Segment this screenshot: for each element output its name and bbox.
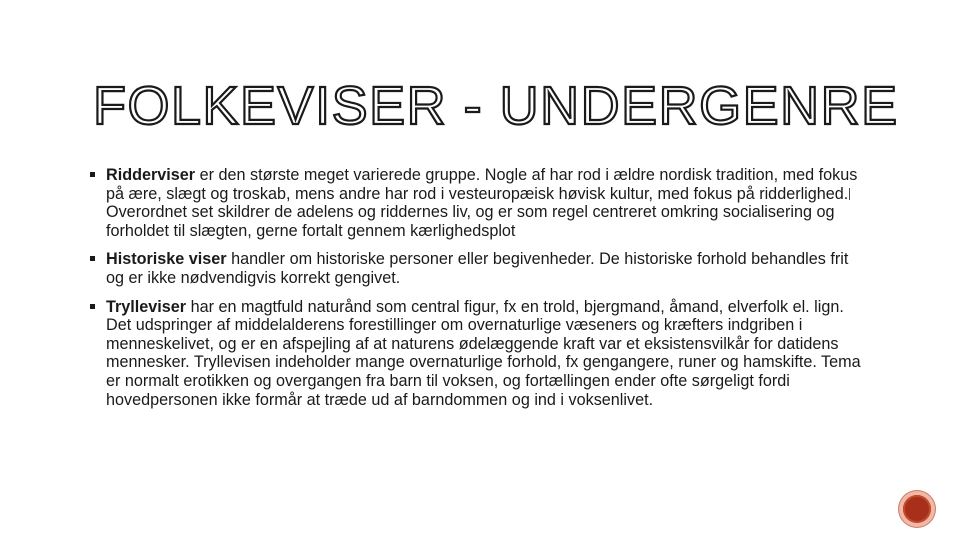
bullet-term: Historiske viser [106, 250, 227, 269]
slide-number-badge-icon [899, 491, 935, 527]
bullet-item-ridderviser [90, 166, 870, 240]
square-bullet-icon [90, 256, 95, 261]
bullet-text: handler om historiske personer eller begivenheder. De historiske forhold behandles frit og er ikke nødvendigvis korrekt gengivet. [106, 250, 849, 287]
bullet-text: er den største meget varierede gruppe. Nogle af har rod i ældre nordisk tradition, med fokus på ære, slægt og troskab, mens andre har rod i vesteuropæisk høvisk kultur, med fokus på ridderlighed. [106, 166, 858, 203]
bullet-term: Trylleviser [106, 297, 187, 316]
slide-title-text: FOLKEVISER - UNDERGENRE [93, 76, 899, 136]
bullet-list [90, 166, 870, 409]
square-bullet-icon [90, 304, 95, 309]
square-bullet-icon [90, 172, 95, 177]
badge-inner-circle [903, 495, 931, 523]
slide-title [93, 78, 899, 134]
bullet-item-historiske-viser [90, 250, 870, 287]
bullet-text-continued: Overordnet set skildrer de adelens og riddernes liv, og er som regel centreret omkring socialisering og forholdet til slægten, gerne fortalt gennem kærlighedsplot [106, 203, 835, 240]
footnote-marker-icon [849, 188, 850, 200]
bullet-item-trylleviser [90, 298, 870, 410]
bullet-term: Ridderviser [106, 166, 196, 184]
bullet-text: har en magtfuld naturånd som central figur, fx en trold, bjergmand, åmand, elverfolk el. lign. Det udspringer af middelalderens forestillinger om overnaturlige væseners og kræfters indgriben i menneskelivet, og er en afspejling af at naturens ødelæggende kraft var et eksistensvilkår for datidens mennesker. Tryllevisen indeholder mange overnaturlige forhold, fx gengangere, runer og hamskifte. Tema er normalt erotikken og overgangen fra barn til voksen, og fortællingen ender ofte sørgeligt fordi hovedpersonen ikke formår at træde ud af barndommen og ind i voksenlivet. [106, 297, 861, 409]
